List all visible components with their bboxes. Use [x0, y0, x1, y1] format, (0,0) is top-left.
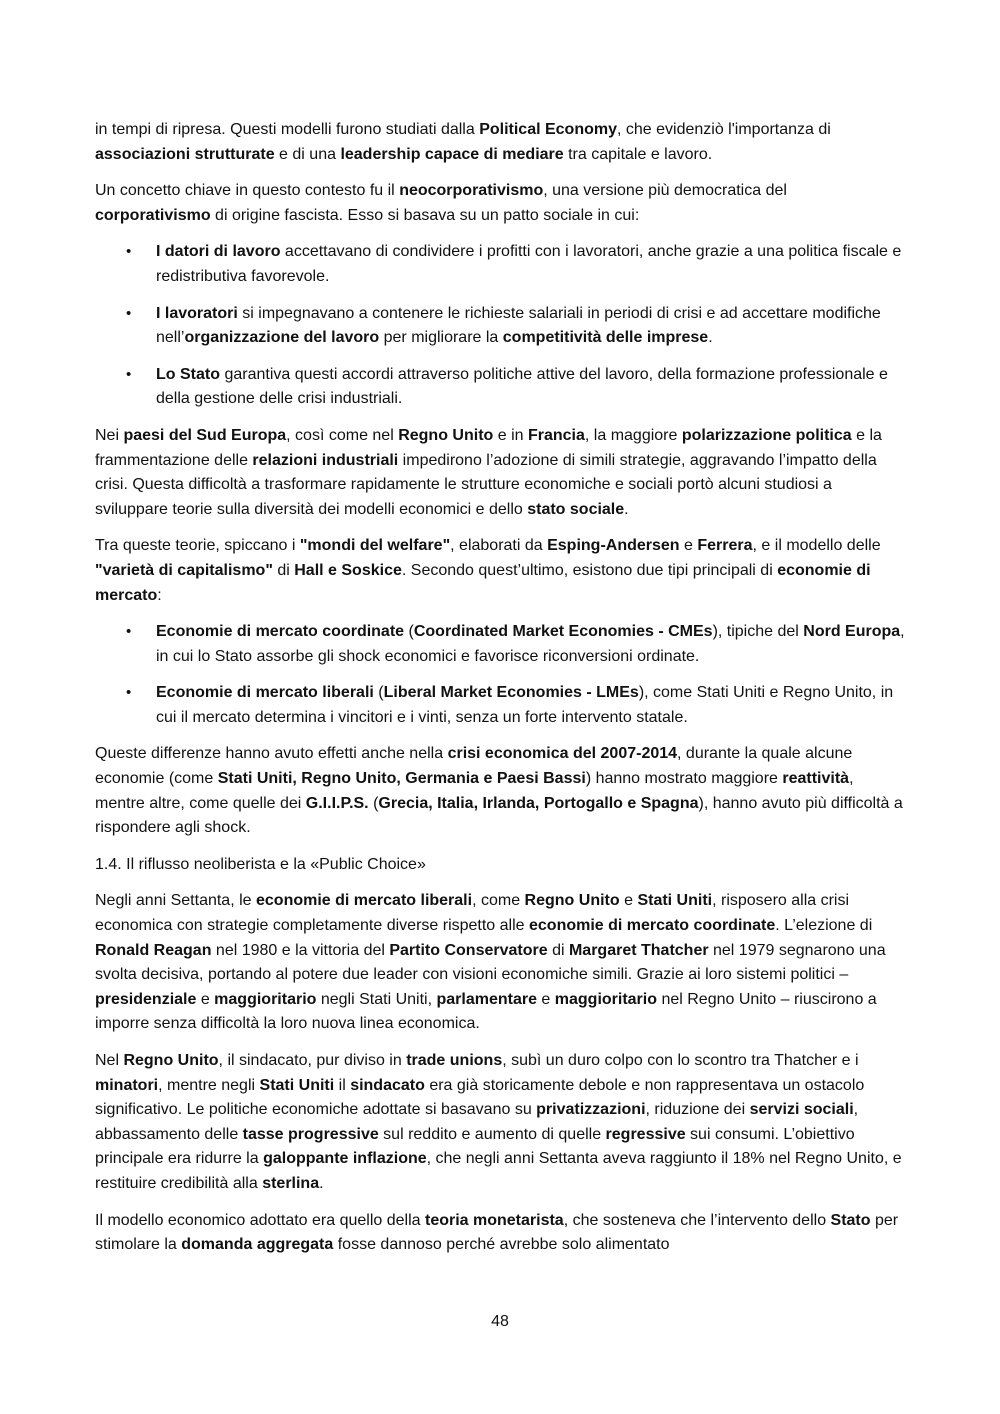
text-run: sui consumi. L’obiettivo principale era ridurre la: [95, 1125, 855, 1168]
bold-text: Regno Unito: [524, 892, 620, 910]
bold-text: Nord Europa: [803, 623, 901, 641]
bullet-list: [95, 620, 905, 730]
text-run: Nei: [95, 426, 124, 444]
bullet-icon: •: [126, 684, 132, 702]
bold-text: economie di mercato liberali: [256, 892, 473, 910]
list-item: [95, 620, 905, 669]
text-run: ), come Stati Uniti e Regno Unito, in cui il mercato determina i vincitori e i vinti, senza un forte intervento statale.: [156, 684, 894, 726]
text-run: e di una: [274, 145, 341, 163]
paragraph: [95, 179, 905, 228]
text-run: . L’elezione di: [775, 917, 873, 935]
bold-text: galoppante inflazione: [263, 1150, 427, 1168]
bold-text: Margaret Thatcher: [568, 941, 709, 959]
paragraph: [95, 534, 905, 608]
text-run: e: [196, 990, 215, 1008]
text-run: (: [368, 794, 379, 812]
text-run: Nel: [95, 1052, 124, 1069]
text-run: , e il modello delle: [752, 537, 881, 555]
bold-text: Ferrera: [697, 537, 753, 555]
bold-text: Ronald Reagan: [95, 941, 212, 959]
text-run: , che evidenziò l'importanza di: [617, 121, 831, 138]
text-run: (: [404, 623, 414, 641]
bold-text: Coordinated Market Economies - CMEs: [413, 623, 713, 641]
list-item: [95, 363, 905, 412]
bold-text: privatizzazioni: [536, 1101, 646, 1119]
bold-text: regressive: [605, 1125, 686, 1143]
text-run: ) hanno mostrato maggiore: [585, 770, 783, 788]
text-run: fosse dannoso perché avrebbe solo alimentato: [333, 1236, 670, 1254]
bold-text: maggioritario: [554, 990, 657, 1008]
text-run: , risposero alla crisi economica con strategie completamente diverse rispetto alle: [95, 892, 850, 935]
list-item: [95, 302, 905, 351]
section-heading: [95, 853, 905, 878]
bold-text: parlamentare: [436, 990, 537, 1008]
text-run: , così come nel: [286, 426, 399, 444]
bold-text: relazioni industriali: [252, 451, 399, 469]
bullet-icon: •: [126, 243, 132, 261]
text-run: , mentre altre, come quelle dei: [95, 770, 854, 812]
text-run: 1.4. Il riflusso neoliberista e la «Public Choice»: [95, 855, 426, 873]
bold-text: Regno Unito: [123, 1052, 219, 1069]
text-run: , una versione più democratica del: [543, 182, 787, 200]
text-run: e: [619, 892, 638, 910]
bold-text: Stati Uniti: [637, 892, 713, 910]
bold-text: neocorporativismo: [399, 182, 544, 200]
text-run: (: [373, 684, 384, 702]
bold-text: stato sociale: [527, 500, 625, 518]
bold-text: maggioritario: [214, 990, 317, 1008]
text-run: nel 1980 e la vittoria del: [211, 941, 390, 959]
bold-text: Esping-Andersen: [547, 537, 680, 555]
list-item: [95, 240, 905, 289]
paragraph: [95, 742, 905, 840]
bold-text: organizzazione del lavoro: [184, 329, 380, 347]
text-run: ), tipiche del: [712, 623, 804, 641]
text-run: impedirono l’adozione di simili strategie, aggravando l’impatto della crisi. Questa difficoltà a trasformare rapidamente le strutture economiche e sociali portò alcuni studiosi a sviluppare teorie sulla diversità dei modelli economici e dello: [95, 451, 877, 518]
text-run: si impegnavano a contenere le richieste salariali in periodi di crisi e ad accettare modifiche nell’: [156, 304, 881, 347]
bold-text: Political Economy: [479, 121, 617, 138]
text-run: Queste differenze hanno avuto effetti anche nella: [95, 745, 448, 763]
text-run: tra capitale e lavoro.: [563, 145, 713, 163]
bold-text: competitività delle imprese: [502, 329, 709, 347]
bold-text: I lavoratori: [156, 304, 238, 322]
bold-text: "varietà di capitalismo": [95, 561, 273, 579]
text-run: , elaborati da: [450, 537, 548, 555]
list-item: [95, 681, 905, 730]
text-run: , riduzione dei: [645, 1101, 750, 1119]
text-run: per migliorare la: [379, 329, 503, 347]
bold-text: paesi del Sud Europa: [123, 426, 287, 444]
bullet-icon: •: [126, 623, 132, 641]
bold-text: Hall e Soskice: [294, 561, 402, 579]
text-run: nel Regno Unito – riuscirono a imporre senza difficoltà la loro nuova linea economica.: [95, 990, 877, 1033]
text-run: di: [547, 941, 569, 959]
text-run: era già storicamente debole e non rappresentava un ostacolo significativo. Le politiche economiche adottate si basavano su: [95, 1076, 865, 1119]
paragraph: [95, 889, 905, 1037]
bold-text: Liberal Market Economies - LMEs: [383, 684, 639, 702]
bold-text: Grecia, Italia, Irlanda, Portogallo e Spagna: [378, 794, 699, 812]
text-run: per stimolare la: [95, 1211, 899, 1254]
text-run: garantiva questi accordi attraverso politiche attive del lavoro, della formazione professionale e della gestione delle crisi industriali.: [156, 365, 888, 408]
text-run: , come: [472, 892, 525, 910]
bold-text: Economie di mercato liberali: [156, 684, 374, 702]
bold-text: "mondi del welfare": [299, 537, 451, 555]
bullet-icon: •: [126, 304, 132, 322]
text-run: e la frammentazione delle: [95, 426, 882, 469]
bold-text: Lo Stato: [156, 365, 220, 383]
text-run: .: [624, 500, 629, 518]
text-run: , che negli anni Settanta aveva raggiunto il 18% nel Regno Unito, e restituire credibilità alla: [95, 1150, 902, 1192]
text-run: , che sosteneva che l’intervento dello: [563, 1211, 831, 1229]
bold-text: Economie di mercato coordinate: [156, 623, 405, 641]
bold-text: sterlina: [262, 1174, 320, 1192]
text-run: il: [334, 1076, 351, 1094]
text-run: e: [679, 537, 698, 555]
bold-text: corporativismo: [95, 206, 211, 224]
text-run: Tra queste teorie, spiccano i: [95, 537, 300, 555]
text-run: Un concetto chiave in questo contesto fu il: [95, 182, 400, 200]
text-run: in tempi di ripresa. Questi modelli furono studiati dalla: [95, 121, 480, 138]
text-run: Negli anni Settanta, le: [95, 892, 256, 910]
bold-text: reattività: [782, 770, 850, 788]
bold-text: domanda aggregata: [181, 1236, 334, 1254]
bullet-icon: •: [126, 365, 132, 383]
bold-text: minatori: [95, 1076, 159, 1094]
text-run: .: [708, 329, 713, 347]
bold-text: servizi sociali: [749, 1101, 854, 1119]
bold-text: Stati Uniti, Regno Unito, Germania e Paesi Bassi: [217, 770, 586, 788]
bold-text: Francia: [527, 426, 585, 444]
bold-text: leadership capace di mediare: [340, 145, 564, 163]
text-run: e in: [493, 426, 528, 444]
page-number: 48: [491, 1313, 509, 1330]
text-run: accettavano di condividere i profitti con i lavoratori, anche grazie a una politica fiscale e redistributiva favorevole.: [156, 243, 902, 285]
text-run: Il modello economico adottato era quello della: [95, 1211, 425, 1229]
bold-text: Partito Conservatore: [389, 941, 548, 959]
text-run: , in cui lo Stato assorbe gli shock economici e favorisce riconversioni ordinate.: [156, 623, 905, 665]
bold-text: Stato: [830, 1211, 871, 1229]
text-run: , abbassamento delle: [95, 1101, 859, 1143]
bold-text: economie di mercato coordinate: [529, 917, 776, 935]
bold-text: sindacato: [350, 1076, 425, 1094]
bold-text: teoria monetarista: [424, 1211, 564, 1229]
text-run: , il sindacato, pur diviso in: [218, 1052, 407, 1069]
bullet-list: [95, 240, 905, 412]
text-run: , subì un duro colpo con lo scontro tra Thatcher e i: [502, 1052, 859, 1069]
bold-text: polarizzazione politica: [681, 426, 852, 444]
text-run: .: [319, 1174, 324, 1192]
bold-text: economie di mercato: [95, 561, 871, 604]
bold-text: Stati Uniti: [259, 1076, 335, 1094]
text-run: sul reddito e aumento di quelle: [378, 1125, 606, 1143]
bold-text: associazioni strutturate: [95, 145, 275, 163]
bold-text: Regno Unito: [398, 426, 494, 444]
bold-text: I datori di lavoro: [156, 243, 281, 261]
body-text: [95, 118, 905, 1258]
text-run: di: [272, 561, 295, 579]
text-run: , durante la quale alcune economie (come: [95, 745, 853, 788]
text-run: negli Stati Uniti,: [316, 990, 437, 1008]
text-run: nel 1979 segnarono una svolta decisiva, portando al potere due leader con visioni economiche simili. Grazie ai loro sistemi politici –: [95, 941, 886, 984]
paragraph: [95, 1209, 905, 1258]
paragraph: [95, 1049, 905, 1197]
bold-text: presidenziale: [95, 990, 197, 1008]
paragraph: [95, 118, 905, 167]
text-run: ), hanno avuto più difficoltà a rispondere agli shock.: [95, 794, 903, 837]
text-run: , mentre negli: [158, 1076, 260, 1094]
text-run: . Secondo quest’ultimo, esistono due tipi principali di: [401, 561, 778, 579]
text-run: e: [536, 990, 555, 1008]
text-run: :: [157, 586, 162, 604]
paragraph: [95, 424, 905, 522]
text-run: di origine fascista. Esso si basava su un patto sociale in cui:: [210, 206, 640, 224]
bold-text: trade unions: [406, 1052, 503, 1069]
bold-text: crisi economica del 2007-2014: [447, 745, 678, 763]
text-run: , la maggiore: [584, 426, 682, 444]
bold-text: tasse progressive: [242, 1125, 379, 1143]
bold-text: G.I.I.P.S.: [305, 794, 369, 812]
